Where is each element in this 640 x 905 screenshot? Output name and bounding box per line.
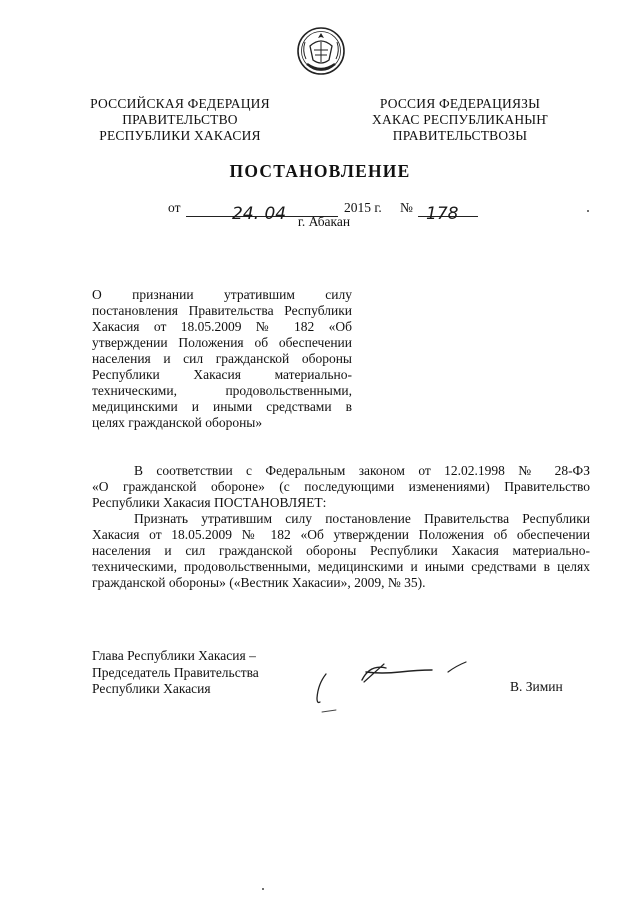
document-title: ПОСТАНОВЛЕНИЕ [229,161,411,181]
subject-line: медицинскими и иными средствами в [92,399,352,414]
header-left-line-2: ПРАВИТЕЛЬСТВО [122,112,238,127]
body-line: Республики Хакасия ПОСТАНОВЛЯЕТ: [92,495,327,510]
scan-speck [587,210,589,212]
subject-line: целях гражданской обороны» [92,415,263,430]
coat-of-arms-icon [296,24,346,78]
body-line: В соответствии с Федеральным законом от 12.02.1998 № 28-ФЗ [134,463,590,478]
signatory-position-line: Глава Республики Хакасия – [92,648,256,663]
signatory-name: В. Зимин [510,679,563,694]
subject-line: О признании утратившим силу [92,287,352,302]
city-name: г. Абакан [297,214,351,229]
body-line: Хакасия от 18.05.2009 № 182 «Об утверждении Положения об обеспечении [92,527,590,542]
subject-line: постановления Правительства Республики [92,303,352,318]
number-label: № [400,200,413,215]
header-right-line-2: ХАКАС РЕСПУБЛИКАНЫҤ [372,112,548,127]
year-text: 2015 г. [344,200,382,215]
subject-line: населения и сил гражданской обороны [92,351,352,366]
body-line: «О гражданской обороне» (с последующими изменениями) Правительство [92,479,590,494]
subject-line: техническими, продовольственными, [92,383,352,398]
handwritten-date: 24. 04 [232,204,287,224]
body-text [92,463,590,591]
date-prefix: от [168,200,181,215]
subject-block [92,287,352,431]
header-right-block [360,96,560,144]
header-left-line-3: РЕСПУБЛИКИ ХАКАСИЯ [99,128,261,143]
subject-line: утверждении Положения об обеспечении [92,335,352,350]
header-right-line-3: ПРАВИТЕЛЬСТВОЗЫ [392,128,528,143]
signatory-position-line: Республики Хакасия [92,681,211,696]
subject-line: Хакасия от 18.05.2009 № 182 «Об [92,319,352,334]
header-left-line-1: РОССИЙСКАЯ ФЕДЕРАЦИЯ [90,96,270,111]
signature-icon [300,650,480,730]
header-right-line-1: РОССИЯ ФЕДЕРАЦИЯЗЫ [379,96,541,111]
scan-speck [262,888,264,890]
signatory-position-line: Председатель Правительства [92,664,259,680]
signatory-position [92,648,322,698]
body-line: населения и сил гражданской обороны Республики Хакасия материально- [92,543,590,558]
body-line: гражданской обороны» («Вестник Хакасии», 2009, № 35). [92,575,426,590]
handwritten-number: 178 [426,204,459,224]
body-line: техническими, продовольственными, медицинскими и иными средствами в целях [92,559,590,574]
header-left-block [70,96,290,144]
body-line: Признать утратившим силу постановление Правительства Республики [134,511,590,526]
subject-line: Республики Хакасия материально- [92,367,352,382]
